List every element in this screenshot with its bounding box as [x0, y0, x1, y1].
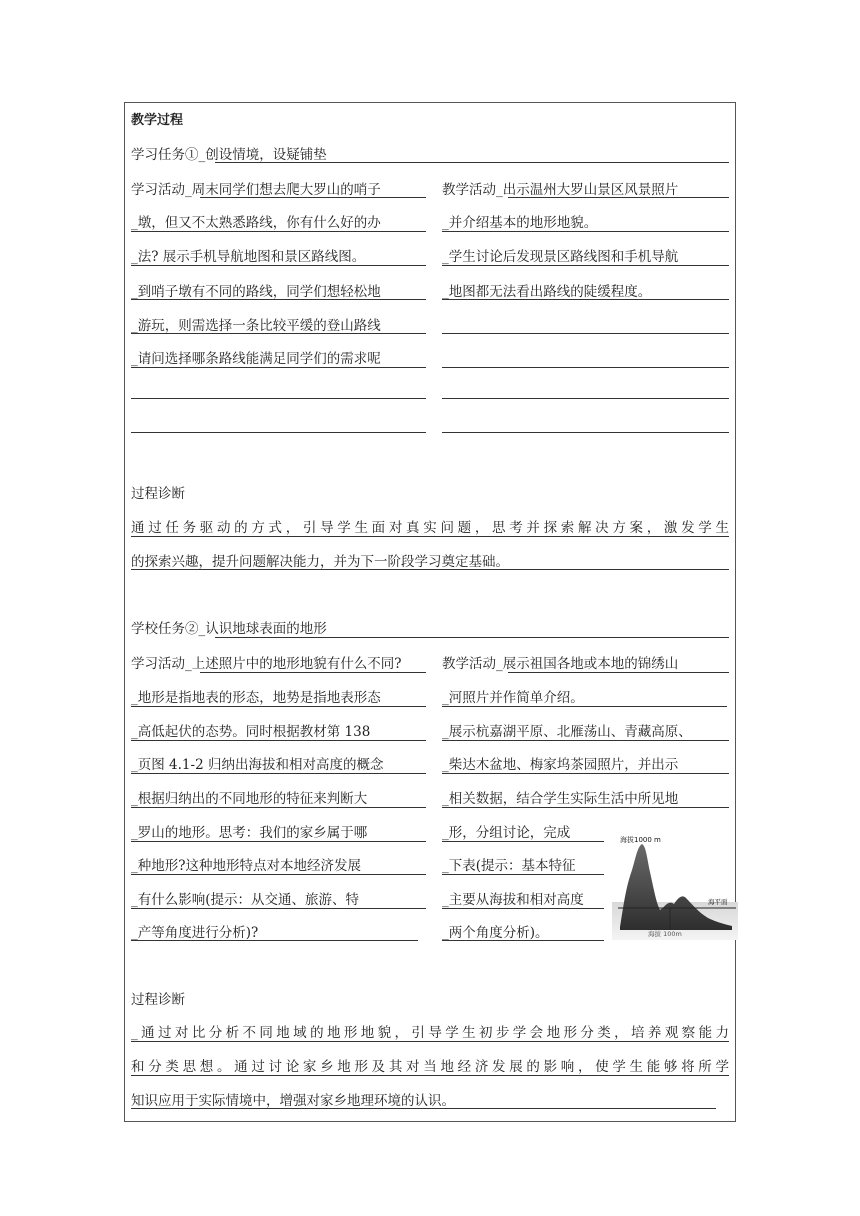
- text-line: _请问选择哪条路线能满足同学们的需求呢: [131, 351, 381, 367]
- text-line: _高低起伏的态势。同时根据教材第 138: [131, 724, 371, 740]
- text-line: _地形是指地表的形态，地势是指地表形态: [131, 690, 381, 706]
- text-line: _页图 4.1-2 归纳出海拔和相对高度的概念: [131, 757, 384, 773]
- text-line: 学习活动_周末同学们想去爬大罗山的哨子: [131, 182, 381, 198]
- text-line: 学习活动_上述照片中的地形地貌有什么不同?: [131, 656, 402, 672]
- text-line: _种地形?这种地形特点对本地经济发展: [131, 858, 361, 874]
- text-line: _柴达木盆地、梅家坞茶园照片，并出示: [442, 757, 679, 773]
- text-line: _形，分组讨论，完成: [442, 825, 571, 841]
- text-line: _根据归纳出的不同地形的特征来判断大: [131, 791, 368, 807]
- text-line: _河照片并作简单介绍。: [442, 690, 584, 706]
- text-line: _并介绍基本的地形地貌。: [442, 215, 598, 231]
- section-title: 教学过程: [131, 113, 184, 128]
- underline: [215, 162, 729, 163]
- text-line: _地图都无法看出路线的陡缓程度。: [442, 284, 652, 300]
- diagnosis-text: _通过对比分析不同地域的地形地貌，引导学生初步学会地形分类，培养观察能力: [131, 1025, 729, 1041]
- diagnosis-text: 和分类思想。通过讨论家乡地形及其对当地经济发展的影响，使学生能够将所学: [131, 1059, 729, 1075]
- text-line: _游玩，则需选择一条比较平缓的登山路线: [131, 318, 381, 334]
- diagnosis-label: 过程诊断: [131, 486, 185, 502]
- mountain-elevation-figure: [612, 832, 738, 940]
- text-line: _下表(提示：基本特征: [442, 858, 576, 874]
- figure-label-bottom: 海拔 100m: [648, 930, 682, 938]
- text-line: _两个角度分析)。: [442, 925, 549, 941]
- text-line: _主要从海拔和相对高度: [442, 892, 584, 908]
- figure-label-right: 海平面: [708, 898, 728, 906]
- text-line: _法? 展示手机导航地图和景区路线图。: [131, 249, 366, 265]
- text-line: _学生讨论后发现景区路线图和手机导航: [442, 249, 679, 265]
- text-line: 教学活动_出示温州大罗山景区风景照片: [442, 182, 679, 198]
- diagnosis-label: 过程诊断: [131, 992, 185, 1008]
- figure-label-top: 海拔1000 m: [620, 836, 661, 844]
- text-line: _产等角度进行分析)?: [131, 925, 259, 941]
- text-line: _相关数据，结合学生实际生活中所见地: [442, 791, 679, 807]
- diagnosis-text: 知识应用于实际情境中，增强对家乡地理环境的认识。: [131, 1093, 455, 1109]
- text-line: _罗山的地形。思考：我们的家乡属于哪: [131, 825, 368, 841]
- text-line: _有什么影响(提示：从交通、旅游、特: [131, 892, 360, 908]
- text-line: _墩，但又不太熟悉路线，你有什么好的办: [131, 215, 381, 231]
- text-line: 教学活动_展示祖国各地或本地的锦绣山: [442, 656, 679, 672]
- task2-title: 学校任务②_认识地球表面的地形: [131, 621, 327, 637]
- diagnosis-text: 通过任务驱动的方式，引导学生面对真实问题，思考并探索解决方案，激发学生: [131, 520, 729, 536]
- text-line: _展示杭嘉湖平原、北雁荡山、青藏高原、: [442, 724, 692, 740]
- task1-title: 学习任务①_创设情境，设疑铺垫: [131, 147, 327, 163]
- text-line: _到哨子墩有不同的路线，同学们想轻松地: [131, 284, 381, 300]
- diagnosis-text: 的探索兴趣，提升问题解决能力，并为下一阶段学习奠定基础。: [131, 554, 509, 570]
